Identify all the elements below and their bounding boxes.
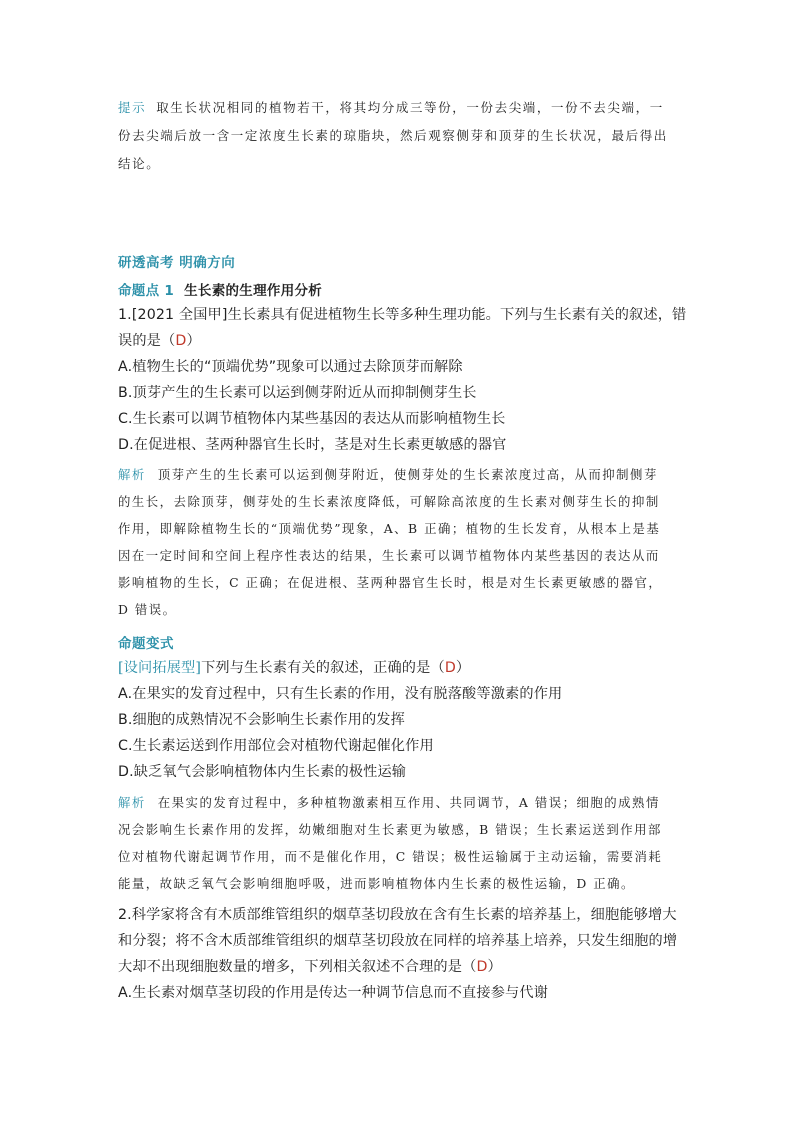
q2-answer: D (476, 959, 488, 975)
hint-text-1: 取生长状况相同的植物若干，将其均分成三等份，一份去尖端，一份不去尖端，一 (156, 100, 664, 115)
variant-expl-line-3: 位对植物代谢起调节作用，而不是催化作用，C 错误；极性运输属于主动运输，需要消耗 (118, 849, 663, 864)
question-2 (118, 902, 678, 1006)
q1-stem-line-1: 1.[2021 全国甲]生长素具有促进植物生长等多种生理功能。下列与生长素有关的叙述，错 (118, 307, 687, 323)
q1-option-d: D.在促进根、茎两种器官生长时，茎是对生长素更敏感的器官 (118, 437, 507, 453)
variant-expl-line-4: 能量，故缺乏氧气会影响细胞呼吸，进而影响植物体内生长素的极性运输，D 正确。 (118, 876, 635, 891)
q1-answer: D (175, 333, 187, 349)
q2-stem-line-1: 2.科学家将含有木质部维管组织的烟草茎切段放在含有生长素的培养基上，细胞能够增大 (118, 907, 677, 923)
question-1 (118, 302, 687, 458)
variant-stem-line (118, 655, 674, 681)
q2-stem-line-2: 和分裂；将不含木质部维管组织的烟草茎切段放在同样的培养基上培养，只发生细胞的增 (118, 933, 678, 949)
variant-expl-text-1: 在果实的发育过程中，多种植物激素相互作用、共同调节，A 错误；细胞的成熟情 (157, 795, 660, 810)
variant-tag: [设问拓展型] (118, 660, 202, 676)
variant-expl-line-1 (118, 789, 674, 816)
hint-block (118, 94, 674, 178)
hint-label: 提示 (118, 100, 147, 115)
q1-expl-line-6: D 错误。 (118, 602, 177, 617)
q1-expl-line-4: 因在一定时间和空间上程序性表达的结果，生长素可以调节植物体内某些基因的表达从而 (118, 548, 660, 563)
variant-explanation (118, 789, 674, 897)
q1-expl-line-1 (118, 461, 674, 488)
variant-explanation-label: 解析 (118, 795, 146, 810)
q1-expl-line-5: 影响植物的生长，C 正确；在促进根、茎两种器官生长时，根是对生长素更敏感的器官， (118, 575, 663, 590)
q1-explanation-label: 解析 (118, 467, 146, 482)
hint-line-1 (118, 94, 674, 122)
proposition-point-number: 命题点 1 (118, 283, 175, 299)
q1-stem-tail: ） (186, 333, 201, 349)
section-heading: 研透高考 明确方向 (118, 255, 236, 271)
variant-option-c: C.生长素运送到作用部位会对植物代谢起催化作用 (118, 738, 434, 754)
q1-explanation (118, 461, 674, 623)
q2-stem-tail: ） (487, 959, 502, 975)
q1-expl-text-1: 顶芽产生的生长素可以运到侧芽附近，使侧芽处的生长素浓度过高，从而抑制侧芽 (157, 467, 658, 482)
q1-option-a: A.植物生长的“顶端优势”现象可以通过去除顶芽而解除 (118, 359, 463, 375)
q2-stem-text-3: 大却不出现细胞数量的增多，下列相关叙述不合理的是（ (118, 959, 477, 975)
q1-expl-line-2: 的生长，去除顶芽，侧芽处的生长素浓度降低，可解除高浓度的生长素对侧芽生长的抑制 (118, 494, 660, 509)
variant-option-d: D.缺乏氧气会影响植物体内生长素的极性运输 (118, 764, 407, 780)
q1-option-c: C.生长素可以调节植物体内某些基因的表达从而影响植物生长 (118, 411, 506, 427)
variant-option-a: A.在果实的发育过程中，只有生长素的作用，没有脱落酸等激素的作用 (118, 686, 563, 702)
proposition-point-heading (118, 279, 674, 299)
q1-expl-line-3: 作用，即解除植物生长的“顶端优势”现象，A、B 正确；植物的生长发育，从根本上是基 (118, 521, 661, 536)
variant-question (118, 655, 674, 785)
q1-stem-text-2: 误的是（ (118, 333, 176, 349)
variant-heading: 命题变式 (118, 636, 174, 652)
hint-line-2: 份去尖端后放一含一定浓度生长素的琼脂块，然后观察侧芽和顶芽的生长状况，最后得出 (118, 128, 668, 143)
q1-option-b: B.顶芽产生的生长素可以运到侧芽附近从而抑制侧芽生长 (118, 385, 477, 401)
proposition-point-topic: 生长素的生理作用分析 (184, 283, 323, 299)
hint-line-3: 结论。 (118, 156, 161, 171)
q1-stem-line-2 (118, 328, 674, 354)
q2-stem-line-3 (118, 954, 674, 980)
variant-answer: D (444, 660, 456, 676)
variant-stem-text: 下列与生长素有关的叙述，正确的是（ (201, 660, 445, 676)
q2-option-a: A.生长素对烟草茎切段的作用是传达一种调节信息而不直接参与代谢 (118, 985, 549, 1001)
variant-option-b: B.细胞的成熟情况不会影响生长素作用的发挥 (118, 712, 405, 728)
variant-expl-line-2: 况会影响生长素作用的发挥，幼嫩细胞对生长素更为敏感，B 错误；生长素运送到作用部 (118, 822, 662, 837)
variant-stem-tail: ） (455, 660, 471, 676)
